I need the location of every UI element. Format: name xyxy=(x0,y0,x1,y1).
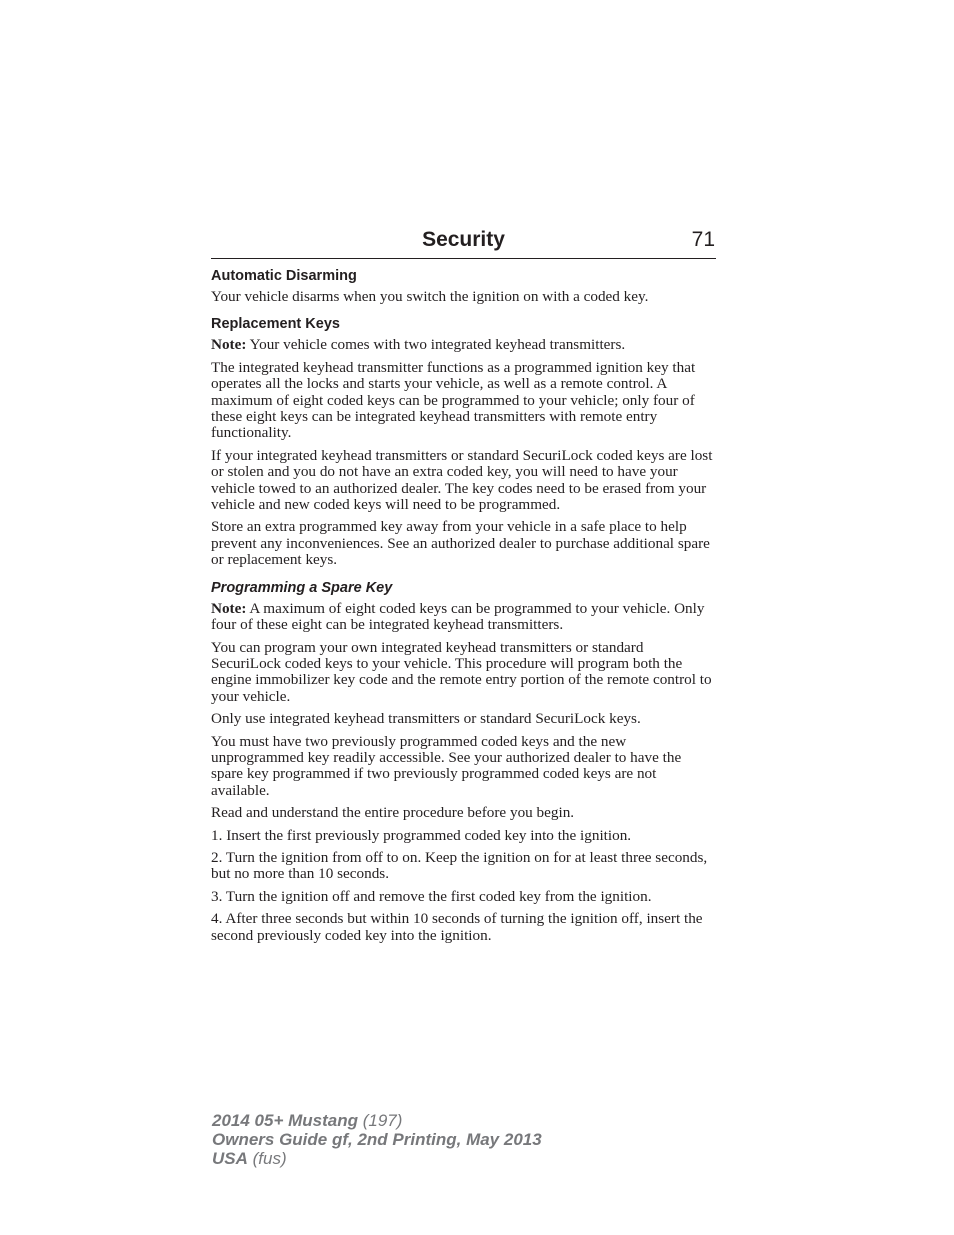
heading-programming-spare-key: Programming a Spare Key xyxy=(211,579,393,596)
footer-model-code: (197) xyxy=(358,1111,403,1130)
paragraph: The integrated keyhead transmitter functions as a programmed ignition key that operates all the locks and starts your vehicle, as well as a remote control. A maximum of eight coded keys can be programmed to your vehicle; only four of these eight keys can be integrated keyhead transmitters with remote entry functionality. xyxy=(211,358,696,442)
paragraph: Store an extra programmed key away from your vehicle in a safe place to help prevent any inconveniences. See an authorized dealer to purchase additional spare or replacement keys. xyxy=(211,518,710,569)
heading-automatic-disarming: Automatic Disarming xyxy=(211,268,357,284)
note-label: Note: xyxy=(211,336,247,354)
footer-market-code: (fus) xyxy=(247,1149,287,1168)
paragraph: You can program your own integrated keyhead transmitters or standard SecuriLock coded keys to your vehicle. This procedure will program both the engine immobilizer key code and the remote entry portion of the remote control to your vehicle. xyxy=(211,638,712,705)
paragraph: You must have two previously programmed coded keys and the new unprogrammed key readily accessible. See your authorized dealer to have the spare key programmed if two previously programmed coded keys are not available. xyxy=(211,732,682,799)
heading-replacement-keys: Replacement Keys xyxy=(211,316,340,333)
paragraph: Only use integrated keyhead transmitters or standard SecuriLock keys. xyxy=(211,710,641,728)
footer-line-1 xyxy=(212,1111,542,1130)
step-1: 1. Insert the first previously programmed coded key into the ignition. xyxy=(211,826,632,844)
step-4: 4. After three seconds but within 10 seconds of turning the ignition off, insert the second previously coded key into the ignition. xyxy=(211,910,703,944)
note-text: Your vehicle comes with two integrated keyhead transmitters. xyxy=(246,336,626,354)
step-3: 3. Turn the ignition off and remove the first coded key from the ignition. xyxy=(211,887,652,905)
footer-market: USA xyxy=(212,1149,248,1168)
page-number: 71 xyxy=(691,228,715,251)
page-title: Security xyxy=(422,228,505,251)
paragraph: Your vehicle disarms when you switch the ignition on with a coded key. xyxy=(211,288,649,305)
page-header xyxy=(211,226,716,259)
step-2: 2. Turn the ignition from off to on. Keep the ignition on for at least three seconds, but no more than 10 seconds. xyxy=(211,848,708,883)
note-paragraph xyxy=(211,601,716,634)
footer-line-3 xyxy=(212,1149,542,1168)
page xyxy=(211,226,716,950)
paragraph: Read and understand the entire procedure before you begin. xyxy=(211,804,575,822)
note-label: Note: xyxy=(211,599,247,617)
paragraph: If your integrated keyhead transmitters or standard SecuriLock coded keys are lost or stolen and you do not have an extra coded key, you will need to have your vehicle towed to an authorized dealer. The key codes need to be erased from your vehicle and new coded keys will need to be programmed. xyxy=(211,446,713,514)
page-content xyxy=(211,267,716,944)
footer-guide: Owners Guide gf, 2nd Printing, May 2013 xyxy=(212,1130,542,1149)
note-paragraph xyxy=(211,337,716,353)
note-text: A maximum of eight coded keys can be programmed to your vehicle. Only four of these eight can be integrated keyhead transmitters. xyxy=(211,599,705,634)
footer-model: 2014 05+ Mustang xyxy=(212,1111,358,1130)
footer-line-2 xyxy=(212,1130,542,1149)
page-footer xyxy=(212,1111,542,1168)
